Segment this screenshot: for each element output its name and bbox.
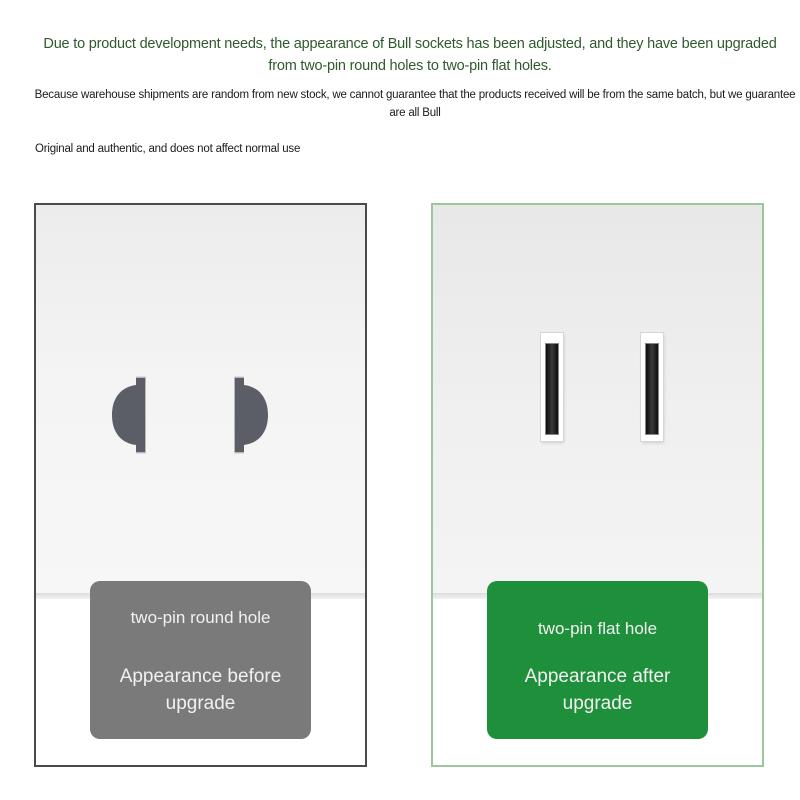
socket-face	[433, 205, 762, 595]
hole-type-label: two-pin round hole	[130, 608, 271, 627]
flat-hole-right-icon	[641, 333, 663, 441]
after-upgrade-panel	[431, 203, 764, 767]
notice-batch-note: Because warehouse shipments are random from new stock, we cannot guarantee that the products received will be from the same batch, but we guarantee are all Bull	[34, 89, 796, 119]
stage-label: Appearance after upgrade	[524, 666, 671, 714]
before-upgrade-badge	[90, 581, 311, 739]
round-hole-left-icon	[112, 375, 146, 455]
notice-authentic-note: Original and authentic, and does not affect normal use	[35, 143, 301, 155]
before-upgrade-panel	[34, 203, 367, 767]
after-upgrade-badge	[487, 581, 708, 739]
hole-type-label: two-pin flat hole	[537, 619, 658, 638]
flat-hole-left-icon	[541, 333, 563, 441]
stage-label: Appearance before upgrade	[119, 666, 282, 714]
notice-headline: Due to product development needs, the appearance of Bull sockets has been adjusted, and they have been upgraded from two-pin round holes to two-pin flat holes.	[43, 36, 777, 74]
socket-face	[36, 205, 365, 595]
round-hole-right-icon	[234, 375, 268, 455]
